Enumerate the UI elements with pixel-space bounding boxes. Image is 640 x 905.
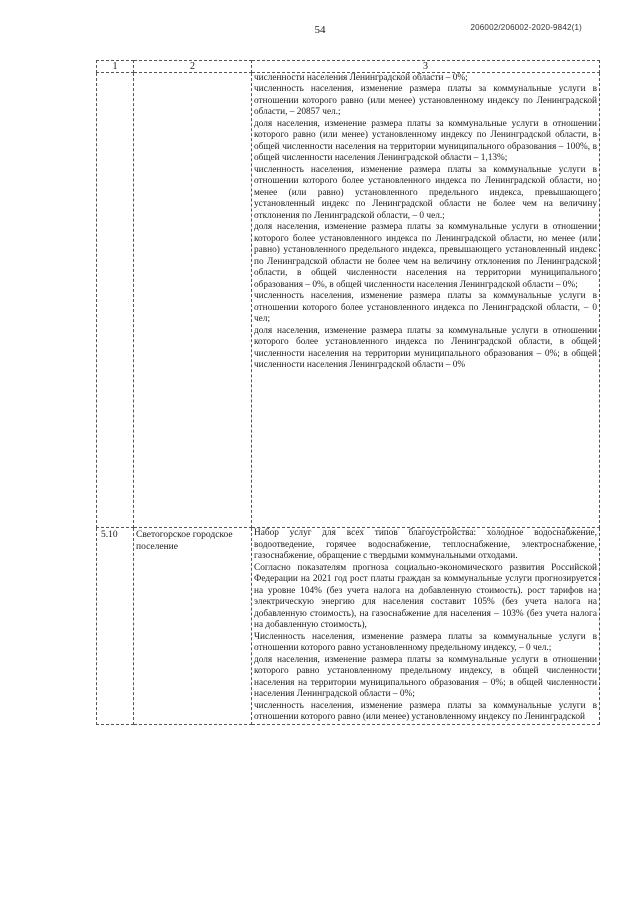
paragraph: численность населения, изменение размера платы за коммунальные услуги в отношении которого более установленного индекса по Ленинградской области, – 0 чел; [254, 291, 597, 325]
column-header-2: 2 [134, 61, 252, 73]
document-code: 206002/206002-2020-9842(1) [470, 23, 582, 32]
row-number-cell: 5.10 [97, 528, 134, 725]
paragraph: Согласно показателям прогноза социально-экономического развития Российской Федерации на 2021 год рост платы граждан за коммунальные услуги прогнозируется на уровне 104% (без учета налога на добавленную стоимость). рост тарифов на электрическую энергию для населения составит 105% (без учета налога на добавленную стоимость), на газоснабжение для населения – 103% (без учета налога на добавленную стоимость), [254, 562, 597, 630]
table-header-row [97, 61, 600, 73]
paragraph: доля населения, изменение размера платы за коммунальные услуги в отношении которого более установленного индекса по Ленинградской области, но менее (или равно) установленного предельного индекса, превышающего установленный индекс по Ленинградской области не более чем на величину отклонения по Ленинградской области, в общей численности населения на территории муниципального образования – 0%, в общей численности населения Ленинградской области – 0%; [254, 222, 597, 290]
paragraph: доля населения, изменение размера платы за коммунальные услуги в отношении которого более установленного индекса по Ленинградской области, в общей численности населения на территории муниципального образования – 0%; в общей численности населения Ленинградской области – 0% [254, 325, 597, 371]
paragraph: численность населения, изменение размера платы за коммунальные услуги в отношении которого более установленного индекса по Ленинградской области, но менее (или равно) установленного предельного индекса, превышающего установленный индекс по Ленинградской области не более чем на величину отклонения по Ленинградской области, – 0 чел.; [254, 164, 597, 221]
paragraph: доля населения, изменение размера платы за коммунальные услуги в отношении которого равно (или менее) установленному индексу по Ленинградской области, в общей численности населения на территории муниципального образования – 100%, в общей численности населения Ленинградской области – 1,13%; [254, 118, 597, 164]
column-header-1: 1 [97, 61, 134, 73]
page-number: 54 [314, 24, 326, 36]
row-text-cell [252, 528, 600, 725]
row-number-cell [97, 73, 134, 528]
paragraph: Численность населения, изменение размера платы за коммунальные услуги в отношении которого равно установленному предельному индексу, – 0 чел.; [254, 631, 597, 653]
table-row [97, 73, 600, 528]
row-name-cell [134, 73, 252, 528]
row-name-cell: Светогорское городское поселение [134, 528, 252, 725]
paragraph: численность населения, изменение размера платы за коммунальные услуги в отношении которого равно (или менее) установленному индексу по Ленинградской [254, 700, 597, 722]
paragraph: Набор услуг для всех типов благоустройства: холодное водоснабжение, водоотведение, горячее водоснабжение, теплоснабжение, электроснабжение, газоснабжение, обращение с твердыми коммунальными отходами. [254, 528, 597, 561]
paragraph: доля населения, изменение размера платы за коммунальные услуги в отношении которого равно установленному предельному индексу, в общей численности населения на территории муниципального образования – 0%; в общей численности населения Ленинградской области – 0%; [254, 654, 597, 699]
table-row [97, 528, 600, 725]
paragraph: численность населения, изменение размера платы за коммунальные услуги в отношении которого равно (или менее) установленному индексу по Ленинградской области, – 20857 чел.; [254, 84, 597, 118]
document-table [96, 60, 600, 725]
row-text-cell [252, 73, 600, 528]
paragraph: численности населения Ленинградской области – 0%; [254, 73, 468, 83]
column-header-3: 3 [252, 61, 600, 73]
